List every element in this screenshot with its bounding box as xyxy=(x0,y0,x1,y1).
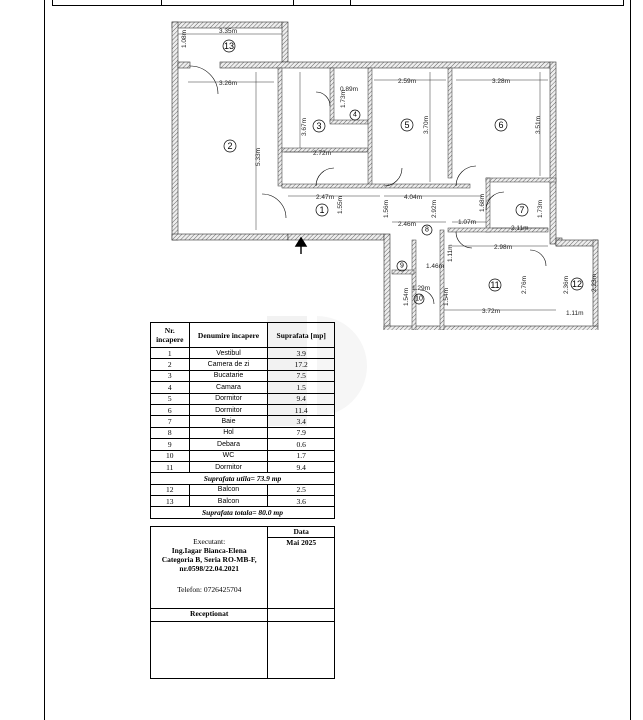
cell-name: Dormitor xyxy=(189,393,268,404)
cell-area: 1.7 xyxy=(268,450,335,461)
cell-area: 11.4 xyxy=(268,404,335,415)
cell-nr: 7 xyxy=(151,416,190,427)
cell-name: Balcon xyxy=(189,484,268,495)
cell-area: 9.4 xyxy=(268,393,335,404)
table-row xyxy=(151,450,335,461)
room-rows xyxy=(151,348,335,473)
engineer-category: Categoria B, Seria RO-MB-F, xyxy=(161,555,257,564)
table-row xyxy=(151,427,335,438)
svg-text:6: 6 xyxy=(498,120,504,130)
dimension-lines xyxy=(178,34,556,310)
svg-text:3: 3 xyxy=(316,121,322,131)
table-row xyxy=(151,382,335,393)
table-row xyxy=(151,461,335,472)
cell-name: Vestibul xyxy=(189,348,268,359)
cell-area: 3.6 xyxy=(268,496,335,507)
svg-text:2: 2 xyxy=(227,141,233,151)
date-value: Mai 2025 xyxy=(268,538,335,609)
useful-area: Suprafata utila= 73.9 mp xyxy=(151,473,335,484)
svg-text:2.92m: 2.92m xyxy=(431,199,438,218)
svg-text:10: 10 xyxy=(415,295,423,303)
cell-area: 7.9 xyxy=(268,427,335,438)
svg-text:1.54m: 1.54m xyxy=(403,287,410,306)
table-row xyxy=(151,484,335,495)
table-row xyxy=(151,404,335,415)
svg-text:8: 8 xyxy=(425,226,429,234)
cell-area: 2.5 xyxy=(268,484,335,495)
svg-text:2.11m: 2.11m xyxy=(511,225,529,232)
cell-name: Bucatarie xyxy=(189,370,268,381)
svg-text:3.26m: 3.26m xyxy=(219,80,238,87)
svg-text:3.70m: 3.70m xyxy=(423,115,430,134)
svg-text:12: 12 xyxy=(571,279,583,289)
svg-text:4.04m: 4.04m xyxy=(404,194,423,201)
cell-name: Hol xyxy=(189,427,268,438)
svg-text:2.76m: 2.76m xyxy=(521,275,528,294)
svg-text:3.51m: 3.51m xyxy=(535,115,542,134)
svg-text:2.36m: 2.36m xyxy=(563,275,570,294)
cell-area: 3.9 xyxy=(268,348,335,359)
cell-nr: 12 xyxy=(151,484,190,495)
cell-nr: 6 xyxy=(151,404,190,415)
svg-text:0.89m: 0.89m xyxy=(340,86,359,93)
table-row xyxy=(151,439,335,450)
header-nr: Nr. incapere xyxy=(151,323,190,348)
table-row xyxy=(151,370,335,381)
cell-area: 3.4 xyxy=(268,416,335,427)
phone-number: Telefon: 0726425704 xyxy=(177,585,242,594)
cell-name: Dormitor xyxy=(189,404,268,415)
cell-nr: 1 xyxy=(151,348,190,359)
received-signature-cell xyxy=(151,622,268,679)
svg-text:2.59m: 2.59m xyxy=(398,78,417,85)
svg-text:2.98m: 2.98m xyxy=(494,244,513,251)
svg-text:3.67m: 3.67m xyxy=(301,117,308,136)
svg-text:5.33m: 5.33m xyxy=(255,147,262,166)
svg-text:3.72m: 3.72m xyxy=(482,308,501,315)
svg-text:9: 9 xyxy=(400,262,404,270)
svg-text:7: 7 xyxy=(519,205,525,215)
cell-name: Dormitor xyxy=(189,461,268,472)
total-area: Suprafata totala= 80.0 mp xyxy=(151,507,335,518)
floor-plan xyxy=(0,0,643,330)
svg-text:3.35m: 3.35m xyxy=(219,28,238,35)
cell-nr: 5 xyxy=(151,393,190,404)
svg-text:2.72m: 2.72m xyxy=(313,150,332,157)
svg-text:13: 13 xyxy=(223,41,235,51)
svg-text:3.28m: 3.28m xyxy=(492,78,511,85)
received-label: Receptionat xyxy=(151,609,268,622)
executor-cell xyxy=(151,527,268,609)
entrance-arrow-icon xyxy=(296,238,306,254)
svg-text:1.68m: 1.68m xyxy=(479,193,486,212)
svg-text:1.46m: 1.46m xyxy=(426,263,445,270)
cell-area: 0.6 xyxy=(268,439,335,450)
cell-name: Baie xyxy=(189,416,268,427)
cell-nr: 13 xyxy=(151,496,190,507)
signature-table xyxy=(150,526,335,679)
svg-text:1.29m: 1.29m xyxy=(412,285,431,292)
svg-text:5: 5 xyxy=(404,120,410,130)
rooms-table xyxy=(150,322,335,519)
svg-text:2.46m: 2.46m xyxy=(398,221,417,228)
executor-label: Executant: xyxy=(193,537,226,546)
svg-text:1.08m: 1.08m xyxy=(181,29,188,48)
header-name: Denumire incapere xyxy=(189,323,268,348)
cell-name: Balcon xyxy=(189,496,268,507)
engineer-name: Ing.Iagar Bianca-Elena xyxy=(171,546,247,555)
cell-nr: 11 xyxy=(151,461,190,472)
outer-walls xyxy=(172,22,598,330)
svg-text:1.11m: 1.11m xyxy=(566,310,584,317)
header-area: Suprafata [mp] xyxy=(268,323,335,348)
cell-nr: 4 xyxy=(151,382,190,393)
cell-nr: 2 xyxy=(151,359,190,370)
cell-name: Debara xyxy=(189,439,268,450)
cell-name: Camara xyxy=(189,382,268,393)
svg-text:1.73m: 1.73m xyxy=(537,199,544,218)
svg-text:2.47m: 2.47m xyxy=(316,194,335,201)
date-label: Data xyxy=(268,527,335,538)
cell-nr: 3 xyxy=(151,370,190,381)
engineer-number: nr.0598/22.04.2021 xyxy=(179,564,239,573)
balcony-rows xyxy=(151,484,335,507)
svg-text:1.11m: 1.11m xyxy=(447,244,454,262)
table-row xyxy=(151,496,335,507)
table-row xyxy=(151,359,335,370)
cell-name: Camera de zi xyxy=(189,359,268,370)
svg-text:4: 4 xyxy=(353,111,357,119)
cell-nr: 8 xyxy=(151,427,190,438)
svg-text:1.07m: 1.07m xyxy=(458,219,477,226)
table-row xyxy=(151,416,335,427)
cell-area: 1.5 xyxy=(268,382,335,393)
cell-area: 7.5 xyxy=(268,370,335,381)
svg-text:2.23m: 2.23m xyxy=(591,273,598,292)
cell-name: WC xyxy=(189,450,268,461)
table-row xyxy=(151,348,335,359)
svg-text:11: 11 xyxy=(490,280,500,290)
svg-text:1.55m: 1.55m xyxy=(337,195,344,214)
svg-text:1.73m: 1.73m xyxy=(340,89,347,108)
svg-text:1.56m: 1.56m xyxy=(383,199,390,218)
table-row xyxy=(151,393,335,404)
cell-nr: 9 xyxy=(151,439,190,450)
svg-text:1.54m: 1.54m xyxy=(443,287,450,306)
cell-area: 17.2 xyxy=(268,359,335,370)
cell-nr: 10 xyxy=(151,450,190,461)
cell-area: 9.4 xyxy=(268,461,335,472)
svg-text:1: 1 xyxy=(319,205,325,215)
